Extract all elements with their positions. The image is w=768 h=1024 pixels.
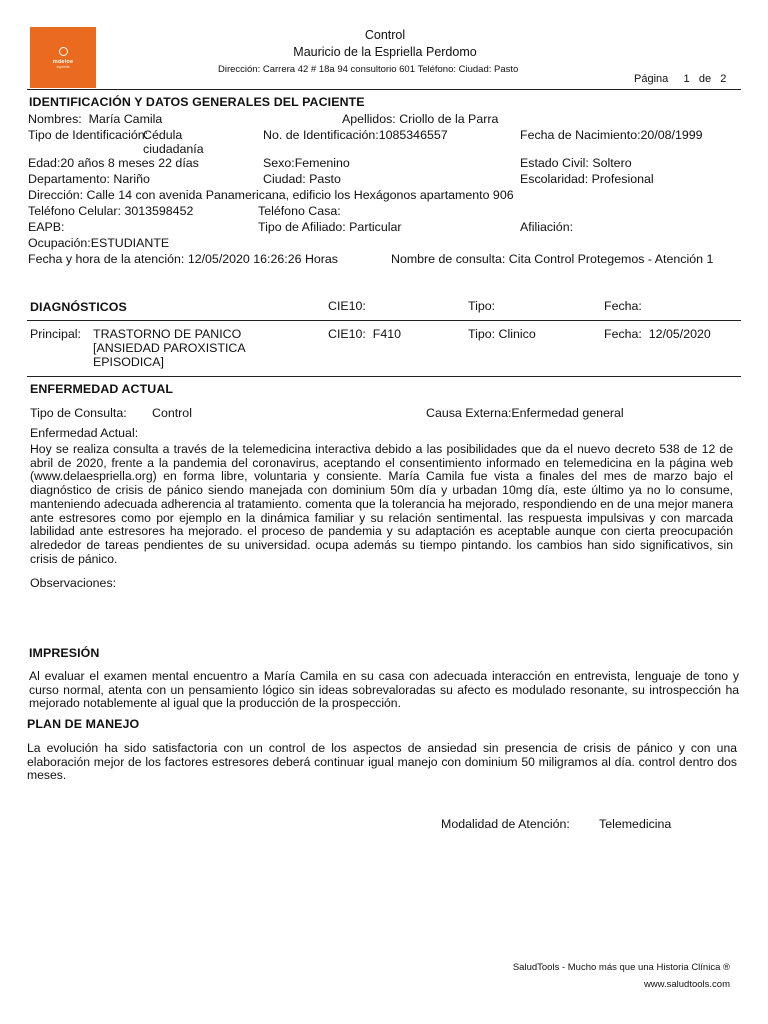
page-total: 2 — [720, 73, 727, 85]
affiliate-type-value: Particular — [349, 220, 402, 234]
surnames-label: Apellidos: — [342, 112, 396, 126]
principal-diagnosis: TRASTORNO DE PANICO [ANSIEDAD PAROXISTICA EPISODICA] — [93, 327, 245, 369]
principal-label: Principal: — [30, 327, 81, 341]
diagnostics-rule — [27, 320, 741, 321]
names-label: Nombres: — [28, 112, 82, 126]
clinic-logo — [30, 27, 96, 88]
plan-section-title: PLAN DE MANEJO — [27, 717, 140, 731]
address-value: Calle 14 con avenida Panamericana, edificio los Hexágonos apartamento 906 — [86, 188, 514, 202]
patient-names — [28, 112, 162, 126]
schooling — [520, 172, 654, 186]
attention-value: 12/05/2020 16:26:26 Horas — [187, 252, 338, 266]
diagnostics-col-type: Tipo: — [468, 299, 496, 313]
dept-value: Nariño — [113, 172, 150, 186]
id-number-label: No. de Identificación: — [263, 128, 379, 142]
current-illness-text: Hoy se realiza consulta a través de la telemedicina interactiva debido a las posibilidades que da el nuevo decreto 538 de 12 de abril de 2020, frente a la pandemia del coronavirus, aceptando el consentimiento informado en telemedicina en la página web (www.delaespriella.org) en forma libre, voluntaria y consiente. María Camila fue vista a finales del mes de marzo bajo el diagnóstico de crisis de pánico siendo manejada con dominium 50m día y urbadan 10mg día, este último ya no lo consume, manteniendo adecuada adherencia al tratamiento. comenta que la tolerancia ha mejorado, respondiendo en de una mejor manera ante estresores como por ejemplo en la dinámica familiar y su relación sentimental. las respuesta impulsivas y con marcada labilidad ante estresores ha mejorado. el proceso de pandemia y su adaptación es aceptable aunque con cierta preocupación alrededor de tareas pendientes de su universidad. ocupa además su tiempo pintando. los cambios han sido significativos, sin crisis de pánico. — [30, 442, 733, 566]
cell-phone — [28, 204, 193, 218]
type-value: Clinico — [498, 327, 536, 341]
id-type-label: Tipo de Identificación: — [28, 128, 149, 142]
address — [28, 188, 514, 202]
eapb — [28, 220, 65, 234]
date-value: 12/05/2020 — [648, 327, 711, 341]
header-rule — [27, 89, 741, 90]
occupation-value: ESTUDIANTE — [90, 236, 170, 250]
id-number-value: 1085346557 — [378, 128, 448, 142]
doctor-name: Mauricio de la Espriella Perdomo — [293, 45, 477, 59]
modality-value: Telemedicina — [599, 817, 672, 831]
footer-url[interactable]: www.saludtools.com — [643, 979, 730, 990]
affiliate-type-label: Tipo de Afiliado: — [258, 220, 346, 234]
civil-status — [520, 156, 632, 170]
page-current: 1 — [683, 73, 690, 85]
cie-label: CIE10: — [328, 327, 366, 341]
consult-name — [391, 252, 713, 266]
sex-value: Femenino — [294, 156, 350, 170]
department — [28, 172, 150, 186]
city-label: Ciudad: — [263, 172, 306, 186]
page-of: de — [698, 73, 712, 85]
cie-value: F410 — [372, 327, 402, 341]
birth-date — [520, 128, 703, 142]
logo-text: mdeloe — [52, 58, 74, 65]
affiliation — [520, 220, 573, 234]
affiliate-type — [258, 220, 402, 234]
birth-value: 20/08/1999 — [640, 128, 703, 142]
external-cause-value: Enfermedad general — [511, 406, 624, 420]
footer-tagline: SaludTools - Mucho más que una Historia Clínica ® — [512, 962, 730, 973]
home-phone-label: Teléfono Casa: — [258, 204, 341, 218]
cell-label: Teléfono Celular: — [28, 204, 121, 218]
school-label: Escolaridad: — [520, 172, 589, 186]
civil-label: Estado Civil: — [520, 156, 589, 170]
type-label: Tipo: — [468, 327, 496, 341]
civil-value: Soltero — [592, 156, 632, 170]
consult-name-value: Cita Control Protegemos - Atención 1 — [508, 252, 714, 266]
impression-section-title: IMPRESIÓN — [29, 646, 100, 660]
diagnostics-col-cie: CIE10: — [328, 299, 366, 313]
diagnostics-section-title: DIAGNÓSTICOS — [30, 300, 127, 314]
diagnosis-date — [604, 327, 711, 341]
contact-line: Dirección: Carrera 42 # 18a 94 consultorio 601 Teléfono: Ciudad: Pasto — [218, 64, 519, 75]
occupation — [28, 236, 169, 250]
sex — [263, 156, 350, 170]
address-label: Dirección: — [28, 188, 84, 202]
eapb-label: EAPB: — [28, 220, 65, 234]
id-type-value: Cédula ciudadanía — [143, 128, 204, 156]
modality-label: Modalidad de Atención: — [441, 817, 570, 831]
observations-label: Observaciones: — [30, 576, 117, 590]
attention-datetime — [28, 252, 338, 266]
surnames-value: Criollo de la Parra — [399, 112, 499, 126]
page-indicator — [634, 73, 726, 85]
sex-label: Sexo: — [263, 156, 295, 170]
plan-text: La evolución ha sido satisfactoria con un control de los aspectos de ansiedad sin presencia de crisis de pánico y con una elaboración mejor de los factores estresores deberá continuar igual manejo con dominium 50 miligramos al día. control dentro dos meses. — [27, 741, 737, 783]
age-value: 20 años 8 meses 22 días — [60, 156, 199, 170]
illness-section-title: ENFERMEDAD ACTUAL — [30, 382, 174, 396]
age — [28, 156, 199, 170]
home-phone — [258, 204, 341, 218]
affiliation-label: Afiliación: — [520, 220, 574, 234]
diagnostics-col-date: Fecha: — [604, 299, 642, 313]
impression-text: Al evaluar el examen mental encuentro a María Camila en su casa con adecuada interacción en entrevista, lenguaje de tono y curso normal, atenta con un pensamiento lógico sin ideas sobrevaloradas su afecto es modulado resonante, su introspección ha mejorado notablemente al igual que la producción de la prospección. — [29, 669, 739, 711]
occupation-label: Ocupación: — [28, 236, 91, 250]
logo-subtext: espriella — [56, 64, 70, 69]
names-value: María Camila — [88, 112, 163, 126]
id-number — [263, 128, 448, 142]
current-illness-label: Enfermedad Actual: — [30, 426, 139, 440]
city — [263, 172, 341, 186]
patient-surnames — [342, 112, 498, 126]
consult-type-label: Tipo de Consulta: — [30, 406, 127, 420]
patient-section-title: IDENTIFICACIÓN Y DATOS GENERALES DEL PACIENTE — [29, 95, 365, 109]
external-cause-label: Causa Externa: — [426, 406, 512, 420]
illness-rule — [27, 376, 741, 377]
school-value: Profesional — [591, 172, 654, 186]
page-label: Página — [634, 73, 669, 85]
attention-label: Fecha y hora de la atención: — [28, 252, 185, 266]
cell-value: 3013598452 — [124, 204, 194, 218]
external-cause — [426, 406, 624, 420]
logo-mark-icon — [59, 47, 68, 56]
date-label: Fecha: — [604, 327, 642, 341]
document-title: Control — [364, 28, 406, 42]
age-label: Edad: — [28, 156, 61, 170]
consult-type-value: Control — [152, 406, 192, 420]
consult-name-label: Nombre de consulta: — [391, 252, 506, 266]
city-value: Pasto — [309, 172, 341, 186]
birth-label: Fecha de Nacimiento: — [520, 128, 641, 142]
diagnosis-cie — [328, 327, 401, 341]
dept-label: Departamento: — [28, 172, 110, 186]
diagnosis-type — [468, 327, 536, 341]
